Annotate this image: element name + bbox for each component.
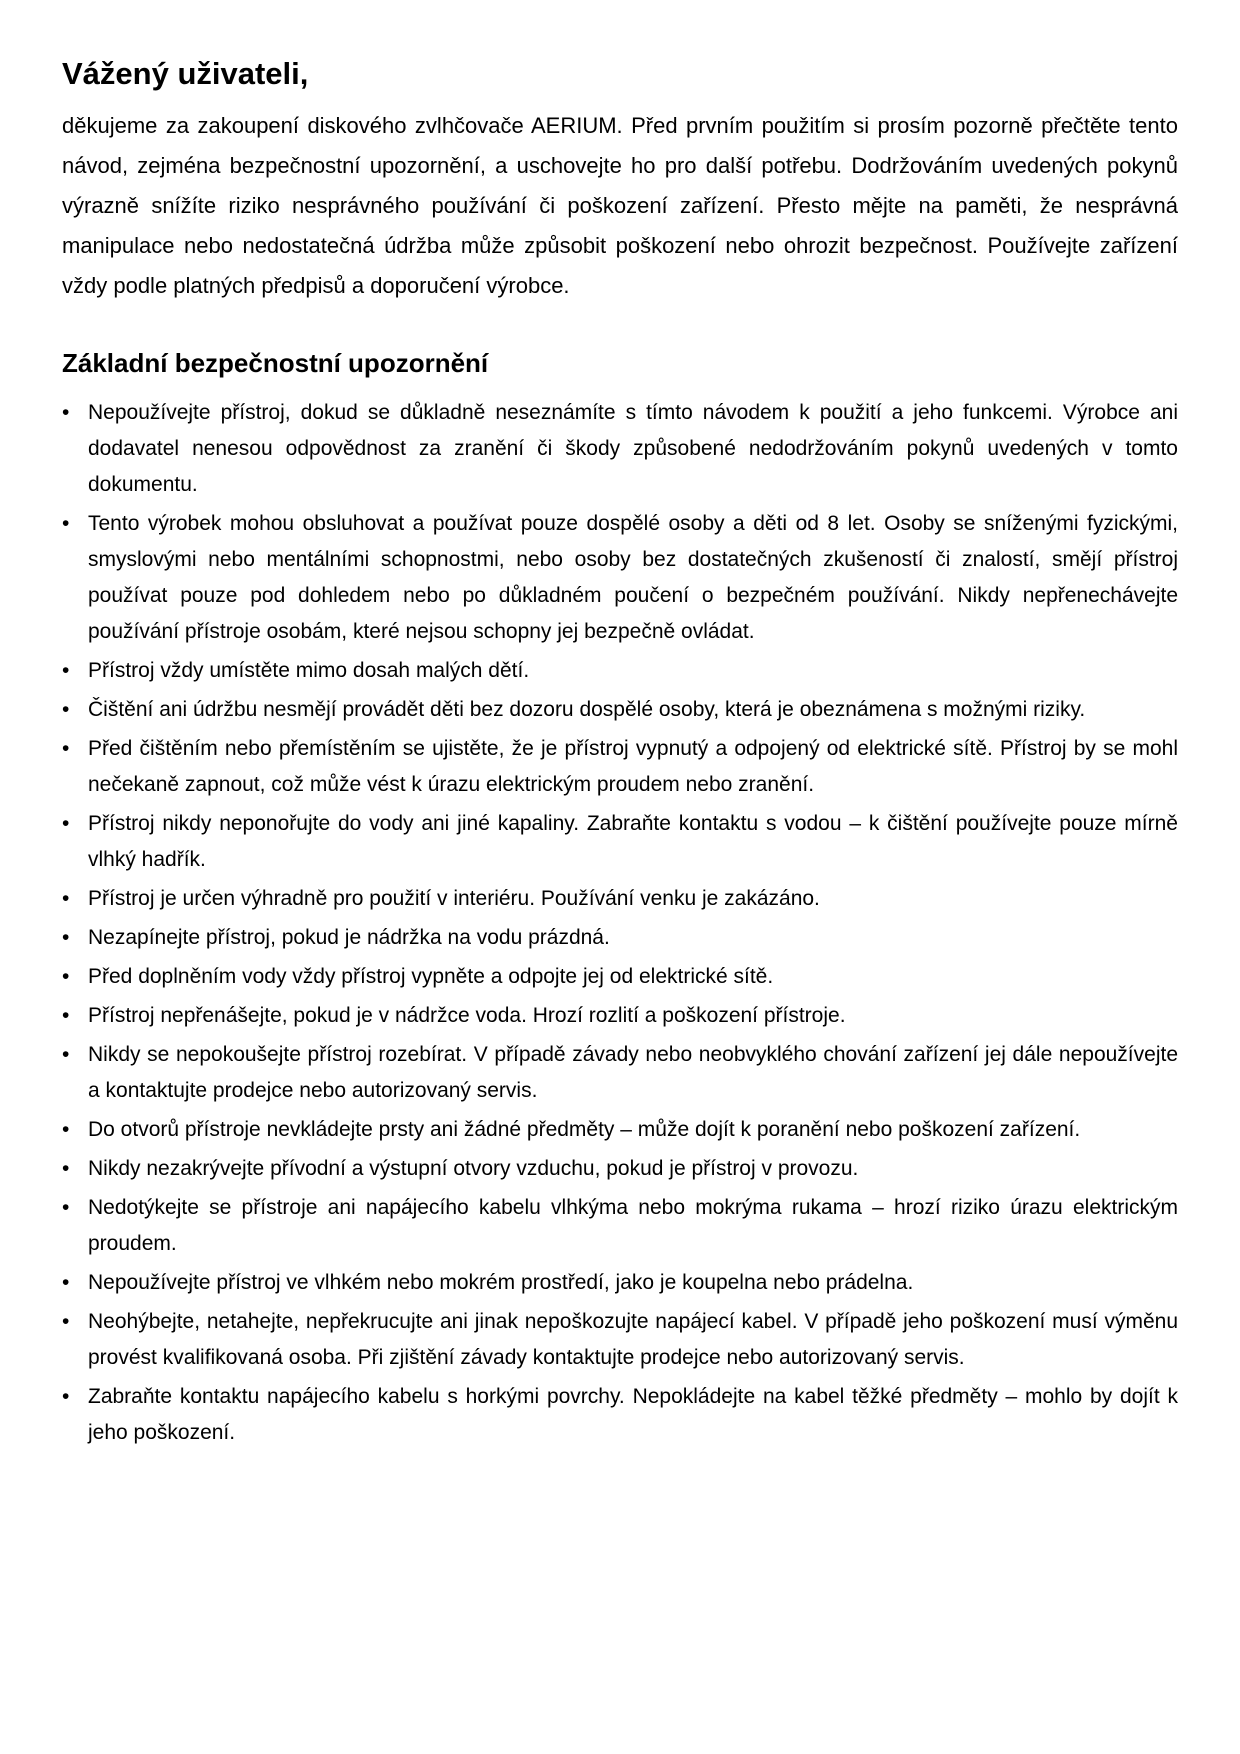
list-item — [62, 506, 1178, 650]
list-item-text: Nedotýkejte se přístroje ani napájecího kabelu vlhkýma nebo mokrýma rukama – hrozí riziko úrazu elektrickým proudem. — [88, 1196, 1178, 1255]
bullet-marker: • — [62, 926, 70, 949]
list-item-text: Přístroj vždy umístěte mimo dosah malých dětí. — [88, 659, 530, 682]
list-item — [62, 959, 1178, 995]
list-item — [62, 731, 1178, 803]
bullet-marker: • — [62, 887, 70, 910]
bullet-marker: • — [62, 1310, 70, 1333]
bullet-marker: • — [62, 812, 70, 835]
list-item-text: Nepoužívejte přístroj, dokud se důkladně neseznámíte s tímto návodem k použití a jeho funkcemi. Výrobce ani dodavatel nenesou odpovědnost za zranění či škody způsobené nedodržováním pokynů uvedených v tomto dokumentu. — [88, 401, 1178, 496]
list-item — [62, 692, 1178, 728]
bullet-marker: • — [62, 1004, 70, 1027]
list-item-text: Nepoužívejte přístroj ve vlhkém nebo mokrém prostředí, jako je koupelna nebo prádelna. — [88, 1271, 914, 1294]
bullet-marker: • — [62, 1043, 70, 1066]
list-item — [62, 998, 1178, 1034]
bullet-marker: • — [62, 512, 70, 535]
list-item — [62, 1190, 1178, 1262]
list-item-text: Tento výrobek mohou obsluhovat a používat pouze dospělé osoby a děti od 8 let. Osoby se sníženými fyzickými, smyslovými nebo mentálními schopnostmi, nebo osoby bez dostatečných zkušeností či znalostí, smějí přístroj používat pouze pod dohledem nebo po důkladném poučení o bezpečném používání. Nikdy nepřenechávejte používání přístroje osobám, které nejsou schopny jej bezpečně ovládat. — [88, 512, 1178, 643]
intro-paragraph: děkujeme za zakoupení diskového zvlhčovače AERIUM. Před prvním použitím si prosím pozorně přečtěte tento návod, zejména bezpečnostní upozornění, a uschovejte ho pro další potřebu. Dodržováním uvedených pokynů výrazně snížíte riziko nesprávného používání či poškození zařízení. Přesto mějte na paměti, že nesprávná manipulace nebo nedostatečná údržba může způsobit poškození nebo ohrozit bezpečnost. Používejte zařízení vždy podle platných předpisů a doporučení výrobce. — [62, 113, 1178, 298]
bullet-marker: • — [62, 401, 70, 424]
list-item — [62, 395, 1178, 503]
list-item — [62, 806, 1178, 878]
bullet-marker: • — [62, 1385, 70, 1408]
list-item — [62, 1037, 1178, 1109]
list-item-text: Před doplněním vody vždy přístroj vypněte a odpojte jej od elektrické sítě. — [88, 965, 774, 988]
list-item — [62, 1112, 1178, 1148]
list-item-text: Nikdy se nepokoušejte přístroj rozebírat. V případě závady nebo neobvyklého chování zařízení jej dále nepoužívejte a kontaktujte prodejce nebo autorizovaný servis. — [88, 1043, 1178, 1102]
list-item — [62, 653, 1178, 689]
bullet-marker: • — [62, 659, 70, 682]
bullet-marker: • — [62, 965, 70, 988]
list-item — [62, 1151, 1178, 1187]
bullet-marker: • — [62, 1271, 70, 1294]
list-item-text: Přístroj je určen výhradně pro použití v interiéru. Používání venku je zakázáno. — [88, 887, 820, 910]
list-item — [62, 881, 1178, 917]
list-item — [62, 920, 1178, 956]
list-item — [62, 1379, 1178, 1451]
list-item-text: Čištění ani údržbu nesmějí provádět děti bez dozoru dospělé osoby, která je obeznámena s možnými riziky. — [88, 698, 1086, 721]
bullet-marker: • — [62, 1118, 70, 1141]
bullet-marker: • — [62, 737, 70, 760]
list-item-text: Nezapínejte přístroj, pokud je nádržka na vodu prázdná. — [88, 926, 610, 949]
safety-warnings-list — [62, 395, 1178, 1451]
list-item-text: Nikdy nezakrývejte přívodní a výstupní otvory vzduchu, pokud je přístroj v provozu. — [88, 1157, 859, 1180]
list-item-text: Přístroj nikdy neponořujte do vody ani jiné kapaliny. Zabraňte kontaktu s vodou – k čištění používejte pouze mírně vlhký hadřík. — [88, 812, 1178, 871]
bullet-marker: • — [62, 1196, 70, 1219]
list-item — [62, 1265, 1178, 1301]
list-item-text: Do otvorů přístroje nevkládejte prsty ani žádné předměty – může dojít k poranění nebo poškození zařízení. — [88, 1118, 1081, 1141]
bullet-marker: • — [62, 698, 70, 721]
list-item-text: Zabraňte kontaktu napájecího kabelu s horkými povrchy. Nepokládejte na kabel těžké předměty – mohlo by dojít k jeho poškození. — [88, 1385, 1178, 1444]
list-item-text: Před čištěním nebo přemístěním se ujistěte, že je přístroj vypnutý a odpojený od elektrické sítě. Přístroj by se mohl nečekaně zapnout, což může vést k úrazu elektrickým proudem nebo zranění. — [88, 737, 1178, 796]
list-item — [62, 1304, 1178, 1376]
bullet-marker: • — [62, 1157, 70, 1180]
section-title: Základní bezpečnostní upozornění — [62, 348, 489, 378]
list-item-text: Neohýbejte, netahejte, nepřekrucujte ani jinak nepoškozujte napájecí kabel. V případě jeho poškození musí výměnu provést kvalifikovaná osoba. Při zjištění závady kontaktujte prodejce nebo autorizovaný servis. — [88, 1310, 1178, 1369]
list-item-text: Přístroj nepřenášejte, pokud je v nádržce voda. Hrozí rozlití a poškození přístroje. — [88, 1004, 846, 1027]
page-title: Vážený uživateli, — [62, 56, 309, 91]
